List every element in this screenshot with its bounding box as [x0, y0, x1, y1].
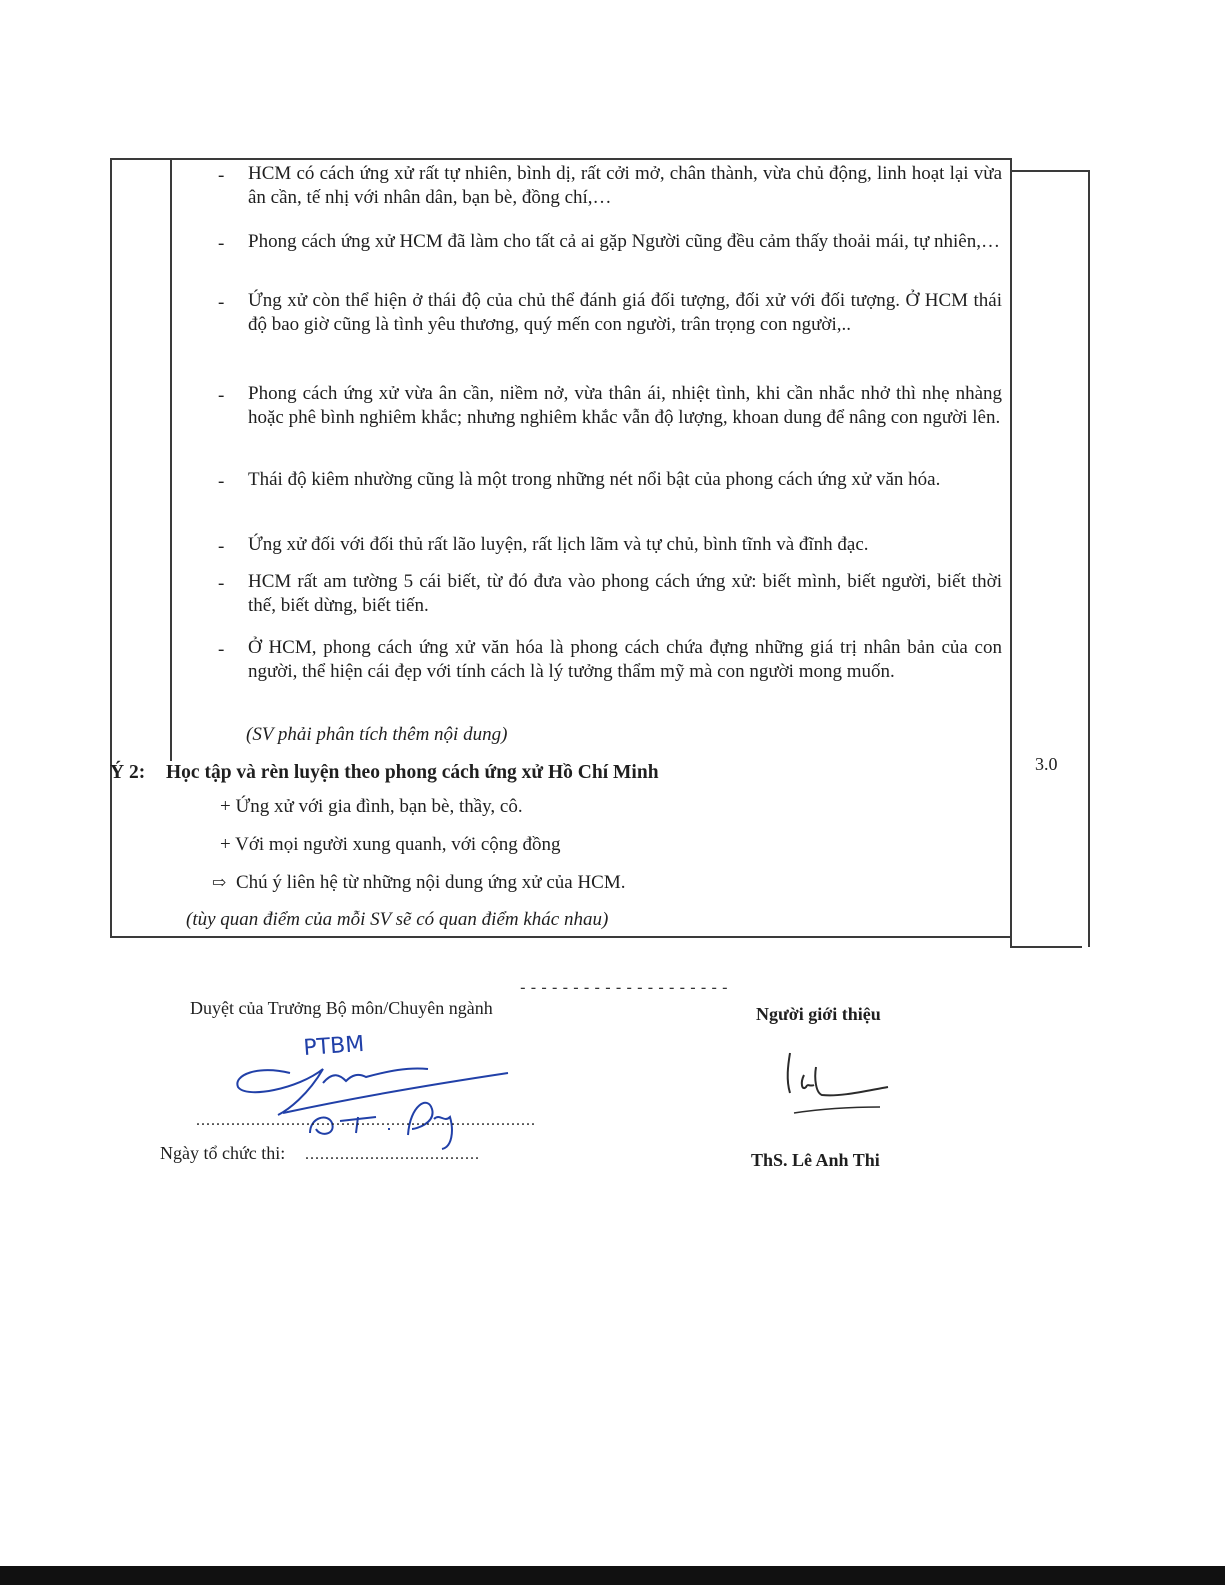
- bullet-text: Phong cách ứng xử vừa ân cần, niềm nở, vừa thân ái, nhiệt tình, khi cần nhắc nhở thì nhẹ nhàng hoặc phê bình nghiêm khắc; nhưng nghiêm khắc vẫn độ lượng, khoan dung để nâng con người lên.: [248, 383, 1002, 428]
- table-right-border: [1088, 170, 1090, 947]
- arrow-item-text: Chú ý liên hệ từ những nội dung ứng xử của HCM.: [236, 872, 626, 893]
- bullet-marker: -: [218, 573, 225, 594]
- bullet-text: Ứng xử đối với đối thủ rất lão luyện, rất lịch lãm và tự chủ, bình tĩnh và đĩnh đạc.: [248, 534, 869, 555]
- exam-date-label: Ngày tổ chức thi:: [160, 1143, 286, 1163]
- department-head-name-line: ....................................................................: [196, 1112, 536, 1129]
- bullet-marker: -: [218, 639, 225, 660]
- bullet-text: HCM rất am tường 5 cái biết, từ đó đưa vào phong cách ứng xử: biết mình, biết người, biết thời thế, biết dừng, biết tiến.: [248, 571, 1002, 616]
- item-2-title: Học tập và rèn luyện theo phong cách ứng xử Hồ Chí Minh: [166, 762, 659, 783]
- bullet-marker: -: [218, 165, 225, 186]
- bullet-text: Thái độ kiêm nhường cũng là một trong những nét nổi bật của phong cách ứng xử văn hóa.: [248, 469, 941, 490]
- sub-item-community: + Với mọi người xung quanh, với cộng đồng: [220, 834, 561, 855]
- signature-initials: PTBM: [302, 1031, 366, 1061]
- bullet-marker: -: [218, 292, 225, 313]
- answer-table: [110, 158, 1082, 947]
- arrow-right-icon: ⇨: [212, 873, 227, 892]
- item-2-heading: [110, 761, 659, 785]
- bullet-marker: -: [218, 536, 225, 557]
- bullet-marker: -: [218, 471, 225, 492]
- bullet-text: Ứng xử còn thể hiện ở thái độ của chủ thể đánh giá đối tượng, đối xử với đối tượng. Ở HCM thái độ bao giờ cũng là tình yêu thương, quý mến con người, trân trọng con người,..: [248, 290, 1002, 335]
- department-head-signature: [228, 1025, 518, 1153]
- department-approval-title: Duyệt của Trưởng Bộ môn/Chuyên ngành: [190, 998, 493, 1018]
- bullet-text: HCM có cách ứng xử rất tự nhiên, bình dị, rất cởi mở, chân thành, vừa chủ động, linh hoạt lại vừa ân cần, tế nhị với nhân dân, bạn bè, đồng chí,…: [248, 163, 1002, 208]
- table-bottom-border-score: [1010, 946, 1082, 948]
- bullet-text: Phong cách ứng xử HCM đã làm cho tất cả ai gặp Người cũng đều cảm thấy thoải mái, tự nhiên,…: [248, 231, 1000, 252]
- item-2-score: 3.0: [1035, 754, 1058, 774]
- bullet-marker: -: [218, 385, 225, 406]
- bullet-marker: -: [218, 233, 225, 254]
- analysis-note: (SV phải phân tích thêm nội dung): [246, 724, 508, 745]
- content-cell: [172, 158, 1012, 938]
- introducer-title: Người giới thiệu: [756, 1004, 881, 1024]
- table-top-border-score: [1010, 170, 1090, 172]
- introducer-signature: [770, 1045, 900, 1120]
- section-separator: --------------------: [518, 978, 731, 997]
- introducer-name: ThS. Lê Anh Thi: [751, 1150, 880, 1170]
- item-2-label: Ý 2:: [110, 762, 146, 783]
- exam-date-line: ...................................: [305, 1146, 480, 1163]
- viewpoint-note: (tùy quan điểm của mỗi SV sẽ có quan điểm khác nhau): [186, 909, 609, 930]
- table-left-border: [110, 158, 112, 937]
- bullet-text: Ở HCM, phong cách ứng xử văn hóa là phong cách chứa đựng những giá trị nhân bản của con người, thể hiện cái đẹp với tính cách là lý tưởng thẩm mỹ mà con người mong muốn.: [248, 637, 1002, 682]
- arrow-item: [212, 871, 626, 895]
- scan-edge-strip: [0, 1566, 1225, 1585]
- sub-item-family: + Ứng xử với gia đình, bạn bè, thầy, cô.: [220, 796, 523, 817]
